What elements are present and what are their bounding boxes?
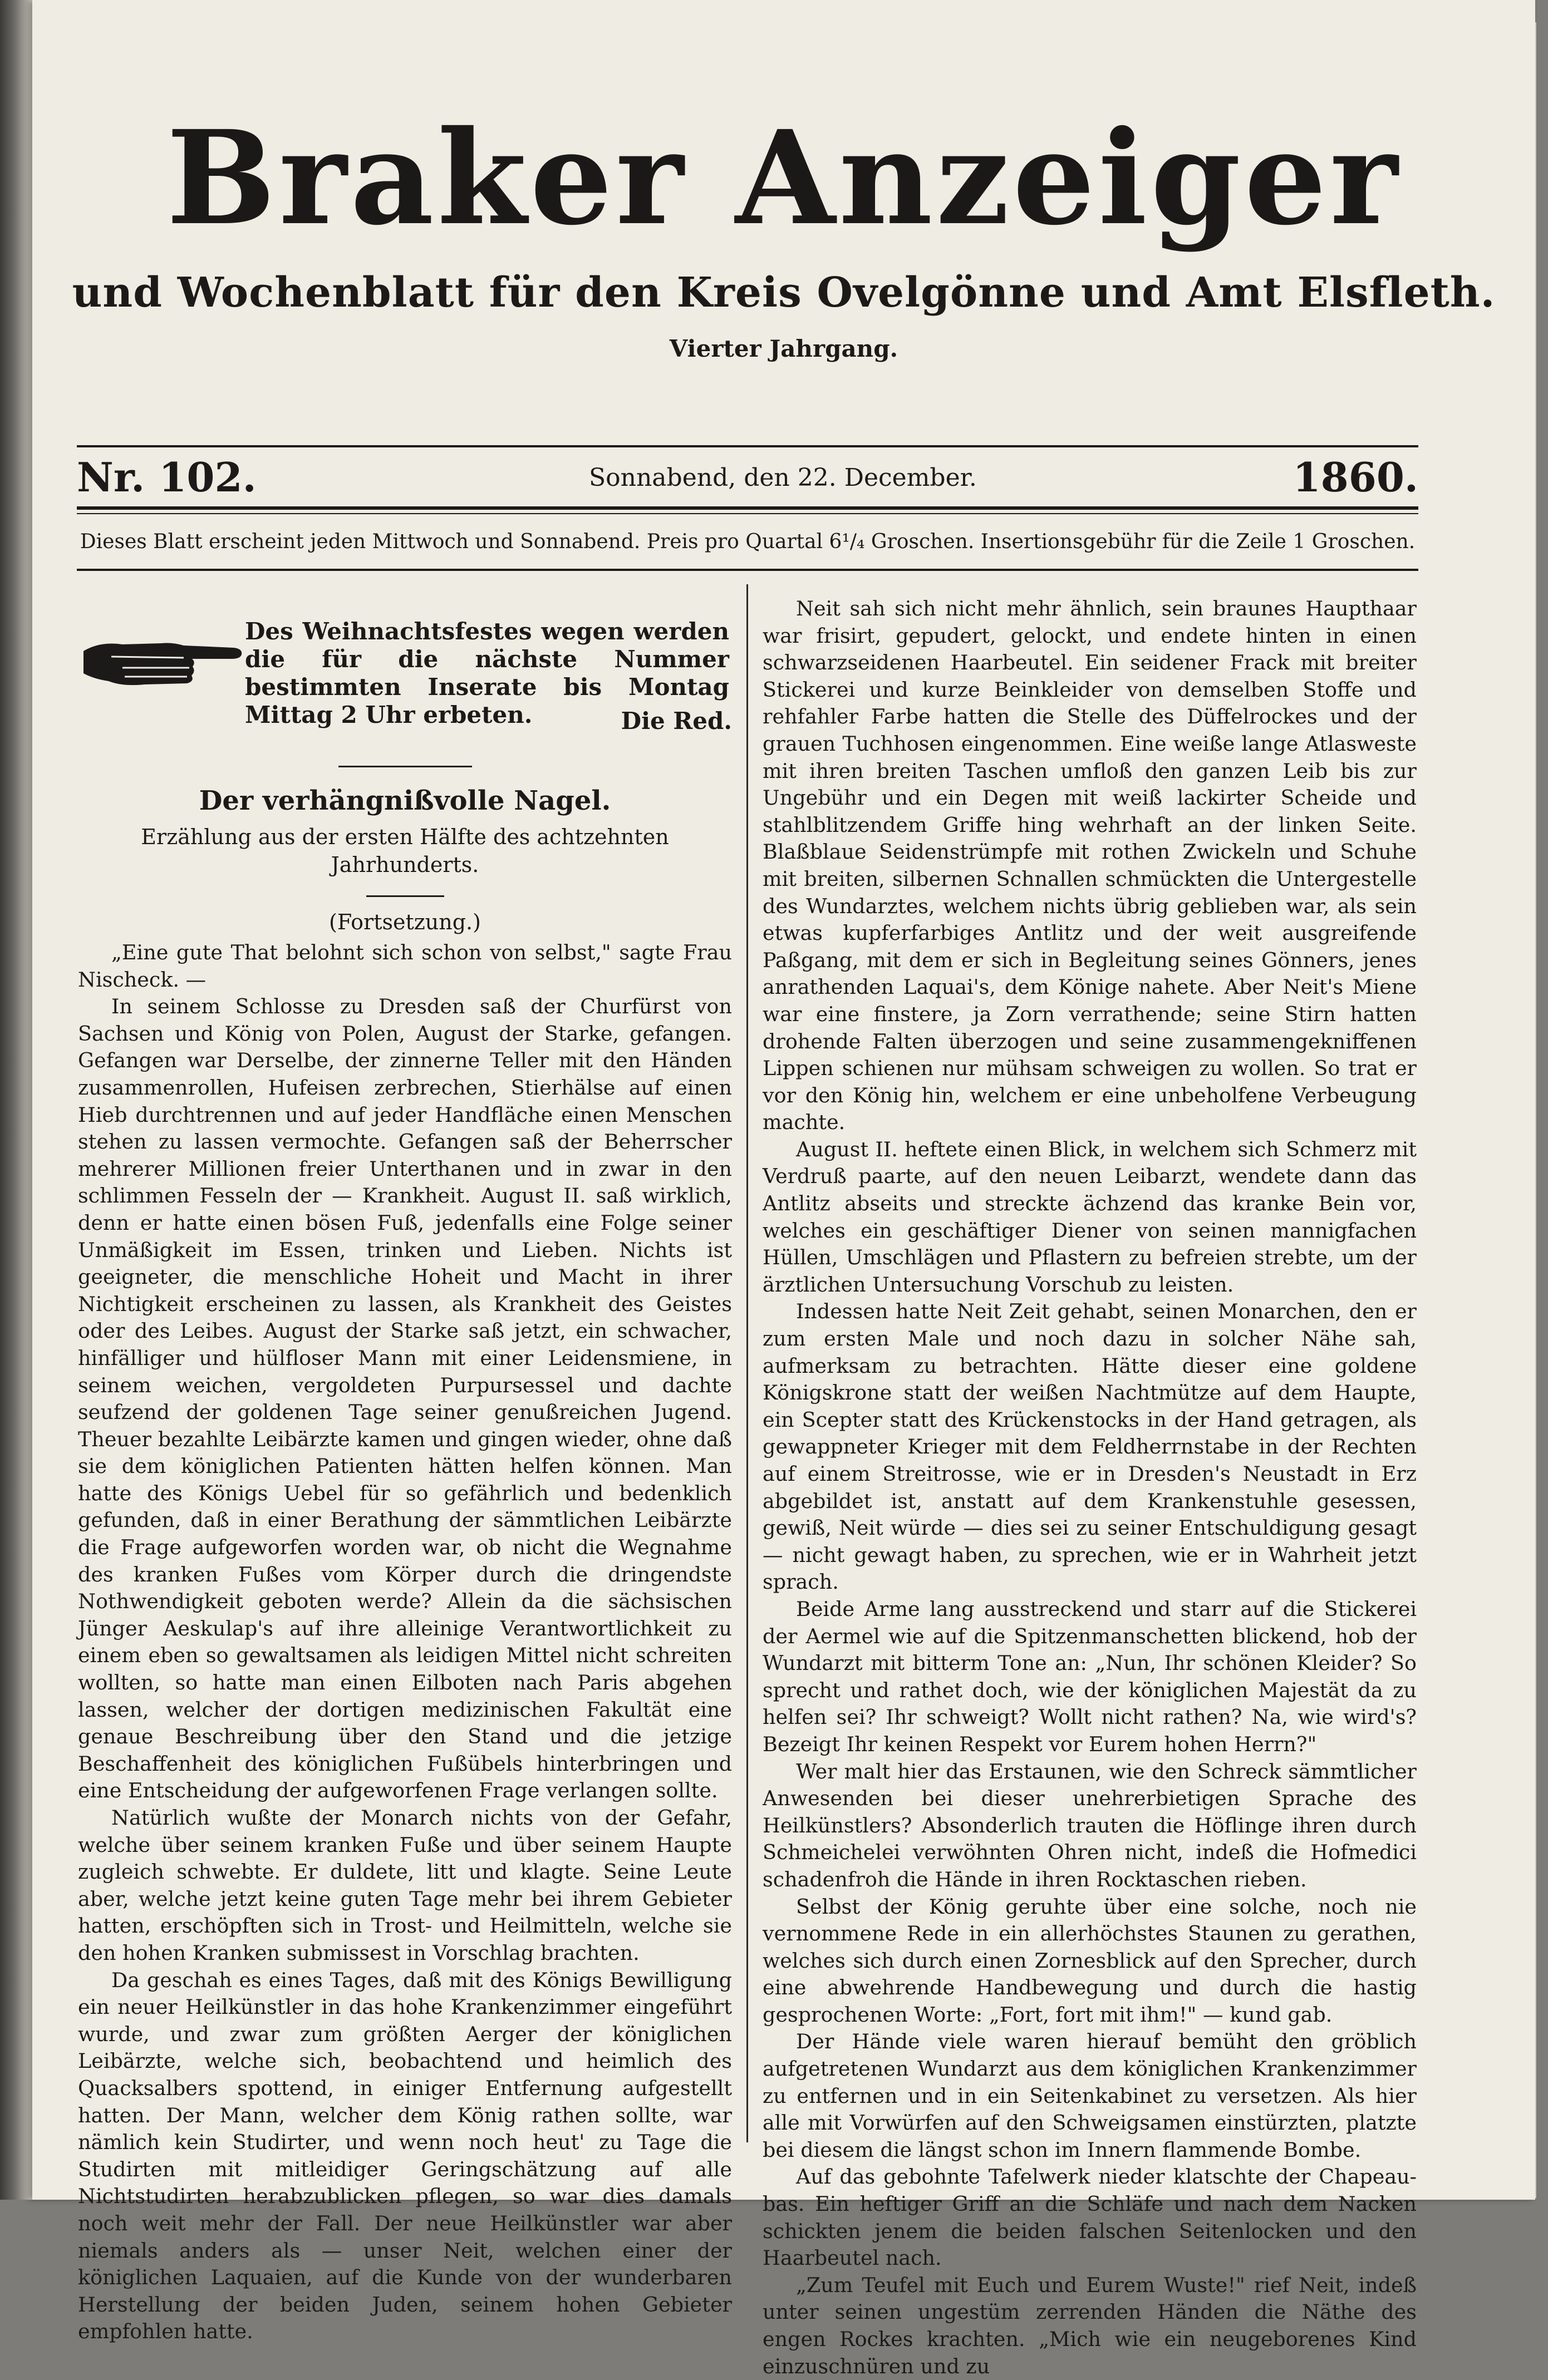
- announcement-rule: [338, 766, 472, 767]
- issue-date: Sonnabend, den 22. December.: [589, 464, 977, 492]
- paragraph: August II. heftete einen Blick, in welchem sich Schmerz mit Verdruß paarte, auf den neuen Leibarzt, wendete dann das Antlitz abseits und streckte ächzend das kranke Bein vor, welches ein geschäftiger Diener von seinen mannigfachen Hüllen, Umschlägen und Pflastern zu befreien strebte, um der ärztlichen Untersuchung Vorschub zu leisten.: [763, 1137, 1417, 1297]
- paragraph: Neit sah sich nicht mehr ähnlich, sein braunes Haupthaar war frisirt, gepudert, gelockt, und endete hinten in einen schwarzseidenen Haarbeutel. Ein seidener Frack mit breiter Stickerei und kurze Beinkleider von demselben Stoffe und rehfahler Farbe hatten die Stelle des Düffelrockes und der grauen Tuchhosen eingenommen. Eine weiße lange Atlasweste mit ihren breiten Taschen umfloß den ganzen Leib bis zur Ungebühr und ein Degen mit weiß lackirter Scheide und stahlblitzendem Griffe hing wehrhaft an der linken Seite. Blaßblaue Seidenstrümpfe mit rothen Zwickeln und Schuhe mit breiten, silbernen Schnallen schmückten die Untergestelle des Wundarztes, welchem nichts übrig geblieben war, als sein etwas kupferfarbiges Antlitz und der weit ausgreifende Paßgang, mit dem er sich in Begleitung seines Gönners, jenes anrathenden Laquai's, dem Könige nahete. Aber Neit's Miene war eine finstere, ja Zorn verrathende; seine Stirn hatten drohende Falten überzogen und seine zusammengekniffenen Lippen schienen nur mühsam schweigen zu wollen. So trat er vor den König hin, welchem er eine unbeholfene Verbeugung machte.: [763, 597, 1417, 1135]
- paragraph: Beide Arme lang ausstreckend und starr auf die Stickerei der Aermel wie auf die Spitzenmanschetten blickend, hob der Wundarzt mit bitterm Tone an: „Nun, Ihr schönen Kleider? So sprecht und rathet doch, wie der königlichen Majestät da zu helfen sei? Ihr schweigt? Wollt nicht rathen? Na, wie wird's? Bezeigt Ihr keinen Respekt vor Eurem hohen Herrn?": [763, 1596, 1417, 1756]
- continuation-label: (Fortsetzung.): [329, 910, 481, 934]
- announcement-signature: Die Red.: [621, 707, 732, 735]
- newspaper-page: [32, 0, 1535, 2378]
- paragraph: Selbst der König geruhte über eine solche, noch nie vernommene Rede in ein allerhöchstes Staunen zu gerathen, welches sich durch einen Zornesblick auf den Sprecher, durch eine abwehrende Handbewegung und durch die hastig gesprochenen Worte: „Fort, fort mit ihm!" — kund gab.: [763, 1894, 1417, 2027]
- notice-rule: [77, 569, 1418, 571]
- paragraph: Wer malt hier das Erstaunen, wie den Schreck sämmtlicher Anwesenden bei dieser unehrerbietigen Sprache des Heilkünstlers? Absonderlich trauten die Höflinge ihren durch Schmeichelei verwöhnten Ohren nicht, indeß die Hofmedici schadenfroh die Hände in ihren Rocktaschen rieben.: [763, 1759, 1417, 1891]
- newspaper-title: Braker Anzeiger: [166, 102, 1402, 254]
- book-binding: [0, 0, 32, 2200]
- column-divider: [746, 584, 748, 2142]
- right-column: [763, 595, 1417, 2380]
- issue-year: 1860.: [1293, 454, 1418, 501]
- top-rule: [77, 445, 1418, 447]
- paragraph: Indessen hatte Neit Zeit gehabt, seinen Monarchen, den er zum ersten Male und noch dazu in solcher Nähe sah, aufmerksam zu betrachten. Hätte dieser eine goldene Königskrone statt der weißen Nachtmütze auf dem Haupte, ein Scepter statt des Krückenstocks in der Hand getragen, als gewappneter Krieger mit dem Feldherrnstabe in der Rechten auf einem Streitrosse, wie er in Dresden's Neustadt in Erz abgebildet ist, anstatt auf dem Krankenstuhle gesessen, gewiß, Neit würde — dies sei zu seiner Entschuldigung gesagt — nicht gewagt haben, zu sprechen, wie er in Wahrheit jetzt sprach.: [763, 1299, 1417, 1594]
- volume-label: Vierter Jahrgang.: [669, 335, 898, 362]
- paragraph: Da geschah es eines Tages, daß mit des Königs Bewilligung ein neuer Heilkünstler in das hohe Krankenzimmer eingeführt wurde, und zwar zum größten Aerger der königlichen Leibärzte, welche sich, beobachtend und heimlich des Quacksalbers spottend, in einiger Entfernung aufgestellt hatten. Der Mann, welcher dem König rathen sollte, war nämlich kein Studirter, und wenn noch heut' zu Tage die Studirten mit mitleidiger Geringschätzung auf alle Nichtstudirten herabzublicken pflegen, so war dies damals noch weit mehr der Fall. Der neue Heilkünstler war aber niemals anders als — unser Neit, welchen einer der königlichen Laquaien, auf die Kunde von der wunderbaren Herstellung der beiden Juden, seinem hohen Gebieter empfohlen hatte.: [78, 1968, 732, 2344]
- issue-number: Nr. 102.: [77, 454, 257, 501]
- announcement: [78, 618, 732, 751]
- issue-line: [77, 454, 1418, 504]
- story-title: Der verhängnißvolle Nagel.: [199, 785, 611, 816]
- paragraph: In seinem Schlosse zu Dresden saß der Churfürst von Sachsen und König von Polen, August der Starke, gefangen. Gefangen war Derselbe, der zinnerne Teller mit den Händen zusammenrollen, Hufeisen zerbrechen, Stierhälse auf einen Hieb durchtrennen und auf jeder Handfläche einen Menschen stehen zu lassen vermochte. Gefangen saß der Beherrscher mehrerer Millionen freier Unterthanen und in zwar in den schlimmen Fesseln der — Krankheit. August II. saß wirklich, denn er hatte einen bösen Fuß, jedenfalls eine Folge seiner Unmäßigkeit im Essen, trinken und Lieben. Nichts ist geeigneter, die menschliche Hoheit und Macht in ihrer Nichtigkeit erscheinen zu lassen, als Krankheit des Geistes oder des Leibes. August der Starke saß jetzt, ein schwacher, hinfälliger und hülfloser Mann mit einer Leidensmiene, in seinem weichen, vergoldeten Purpursessel und dachte seufzend der goldenen Tage seiner genußreichen Jugend. Theuer bezahlte Leibärzte kamen und gingen wieder, ohne daß sie dem königlichen Patienten hätten helfen können. Man hatte des Königs Uebel für so gefährlich und bedenklich gefunden, daß in einer Berathung der sämmtlichen Leibärzte die Frage aufgeworfen worden war, ob nicht die Wegnahme des kranken Fußes vom Körper durch die dringendste Nothwendigkeit geboten werde? Allein da die sächsischen Jünger Aeskulap's auf ihre alleinige Verantwortlichkeit zu einem eben so gewaltsamen als leidigen Mittel nicht schreiten wollten, so hatte man einen Eilboten nach Paris abgehen lassen, welcher der dortigen medizinischen Fakultät eine genaue Beschreibung über den Stand und die jetzige Beschaffenheit des königlichen Fußübels hinterbringen und eine Entscheidung der aufgeworfenen Frage verlangen sollte.: [78, 994, 732, 1803]
- issue-rule-thick: [77, 506, 1418, 510]
- paragraph: „Eine gute That belohnt sich schon von selbst," sagte Frau Nischeck. —: [78, 940, 732, 992]
- publication-notice: Dieses Blatt erscheint jeden Mittwoch und Sonnabend. Preis pro Quartal 6¹/₄ Groschen. Insertionsgebühr für die Zeile 1 Groschen.: [80, 530, 1416, 553]
- newspaper-subtitle: und Wochenblatt für den Kreis Ovelgönne und Amt Elsfleth.: [72, 269, 1496, 317]
- paragraph: „Zum Teufel mit Euch und Eurem Wuste!" rief Neit, indeß unter seinen ungestüm zerrenden Händen die Näthe des engen Rockes krachten. „Mich wie ein neugeborenes Kind einzuschnüren und zu: [763, 2273, 1417, 2378]
- issue-rule-thin: [77, 513, 1418, 514]
- pointing-hand-icon: [78, 629, 245, 696]
- story-subtitle: Erzählung aus der ersten Hälfte des achtzehnten Jahrhunderts.: [141, 825, 669, 877]
- paragraph: Auf das gebohnte Tafelwerk nieder klatschte der Chapeau-bas. Ein heftiger Griff an die Schläfe und nach dem Nacken schickten jenem die beiden falschen Seitenlocken und den Haarbeutel nach.: [763, 2165, 1417, 2270]
- left-column: [78, 595, 732, 2345]
- story-rule: [366, 895, 444, 897]
- announcement-text: Des Weihnachtsfestes wegen werden die für die nächste Nummer bestimmten Inserate bis Montag Mittag 2 Uhr erbeten.: [245, 618, 729, 728]
- masthead: [32, 102, 1535, 362]
- paragraph: Der Hände viele waren hierauf bemüht den gröblich aufgetretenen Wundarzt aus dem königlichen Krankenzimmer zu entfernen und in ein Seitenkabinet zu versetzen. Als hier alle mit Vorwürfen auf den Schweigsamen einstürzten, platzte bei diesem die längst schon im Innern flammende Bombe.: [763, 2029, 1417, 2162]
- paragraph: Natürlich wußte der Monarch nichts von der Gefahr, welche über seinem kranken Fuße und über seinem Haupte zugleich schwebte. Er duldete, litt und klagte. Seine Leute aber, welche jetzt keine guten Tage mehr bei ihrem Gebieter hatten, erschöpften sich in Trost- und Heilmitteln, welche sie den hohen Kranken submissest in Vorschlag brachten.: [78, 1806, 732, 1965]
